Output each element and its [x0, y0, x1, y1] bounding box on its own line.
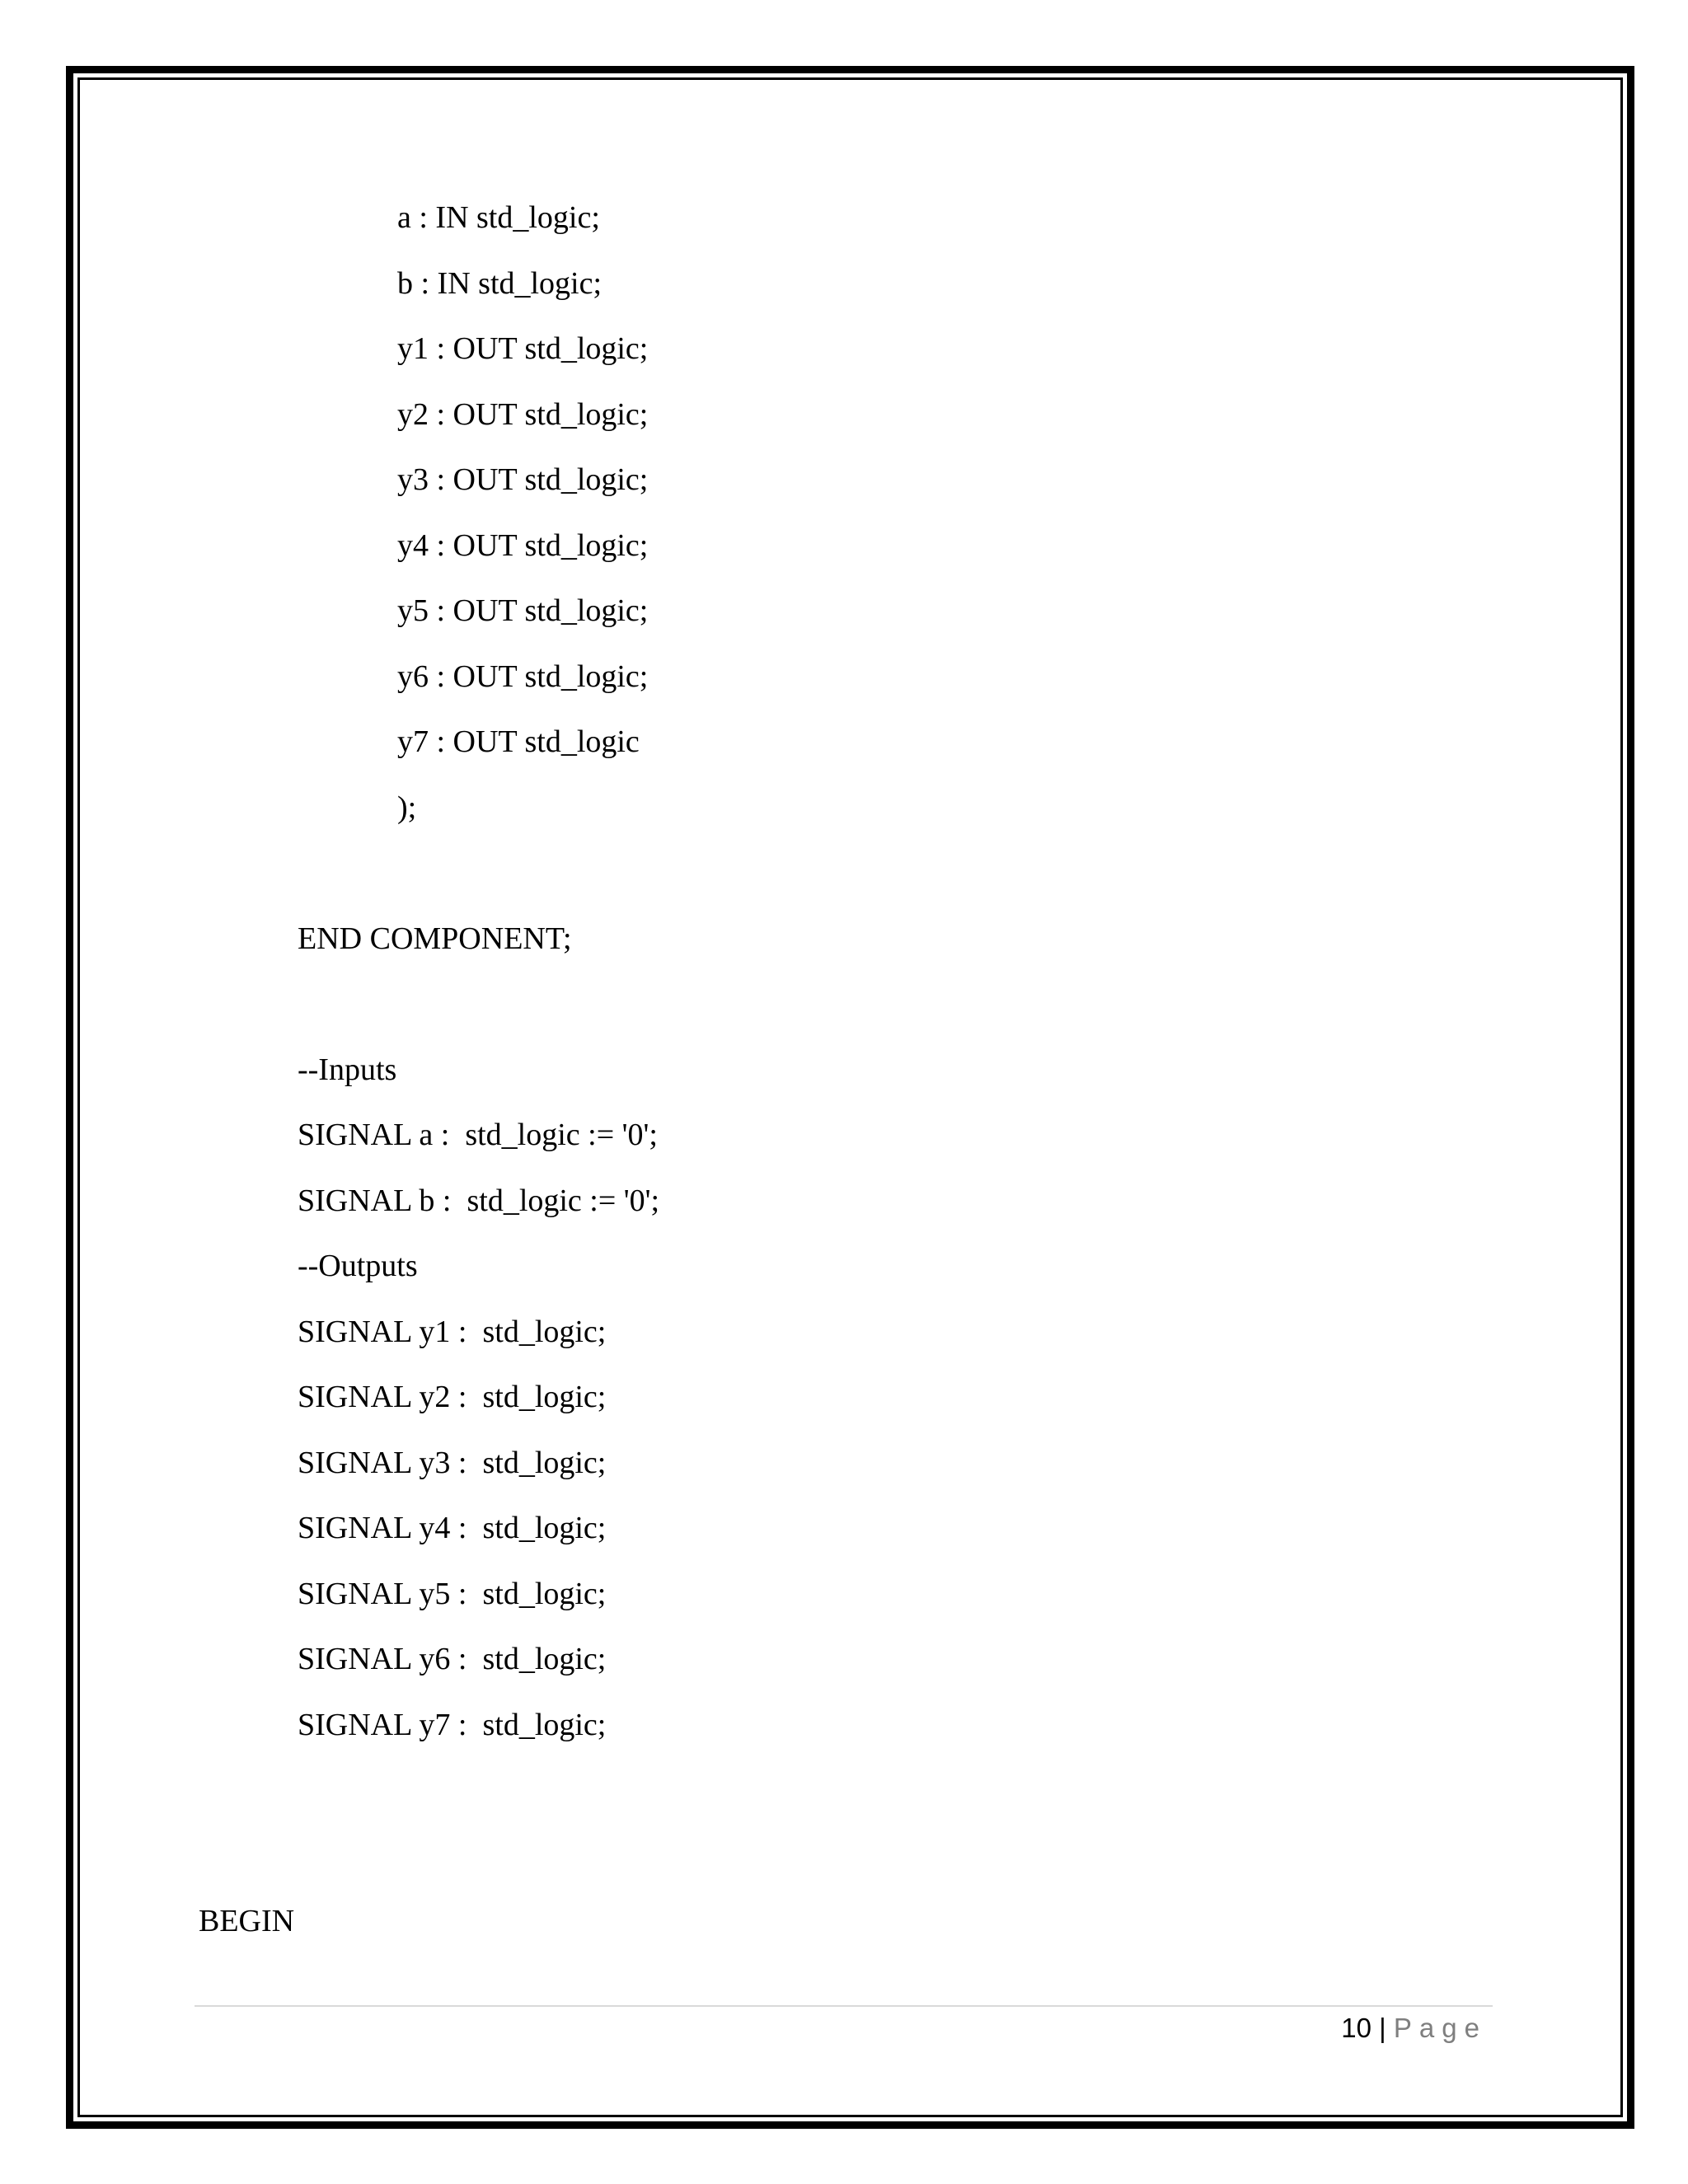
port-line-y4: y4 : OUT std_logic; — [397, 528, 649, 563]
port-line-a: a : IN std_logic; — [397, 200, 600, 235]
signal-line-y4: SIGNAL y4 : std_logic; — [298, 1511, 607, 1545]
inputs-comment: --Inputs — [298, 1052, 397, 1087]
port-close-paren: ); — [397, 790, 417, 825]
port-line-y1: y1 : OUT std_logic; — [397, 331, 649, 366]
port-line-y5: y5 : OUT std_logic; — [397, 593, 649, 628]
signal-line-y3: SIGNAL y3 : std_logic; — [298, 1446, 607, 1480]
signal-line-y6: SIGNAL y6 : std_logic; — [298, 1642, 607, 1676]
signal-line-y7: SIGNAL y7 : std_logic; — [298, 1708, 607, 1742]
signal-line-y1: SIGNAL y1 : std_logic; — [298, 1315, 607, 1349]
signal-line-y2: SIGNAL y2 : std_logic; — [298, 1380, 607, 1414]
page-border-inner — [77, 77, 1623, 2117]
footer-divider — [195, 2005, 1493, 2007]
port-line-y6: y6 : OUT std_logic; — [397, 659, 649, 694]
port-line-y3: y3 : OUT std_logic; — [397, 462, 649, 497]
port-line-y2: y2 : OUT std_logic; — [397, 397, 649, 432]
begin-keyword: BEGIN — [199, 1904, 295, 1938]
end-component-line: END COMPONENT; — [298, 921, 572, 956]
outputs-comment: --Outputs — [298, 1249, 418, 1283]
signal-line-a: SIGNAL a : std_logic := '0'; — [298, 1118, 658, 1152]
page-footer — [1341, 2012, 1487, 2045]
port-line-y7: y7 : OUT std_logic — [397, 724, 640, 759]
page-word: Page — [1393, 2013, 1487, 2043]
signal-line-b: SIGNAL b : std_logic := '0'; — [298, 1183, 660, 1218]
page-separator: | — [1379, 2013, 1386, 2043]
port-line-b: b : IN std_logic; — [397, 266, 603, 301]
signal-line-y5: SIGNAL y5 : std_logic; — [298, 1577, 607, 1611]
page-number: 10 — [1341, 2013, 1372, 2043]
